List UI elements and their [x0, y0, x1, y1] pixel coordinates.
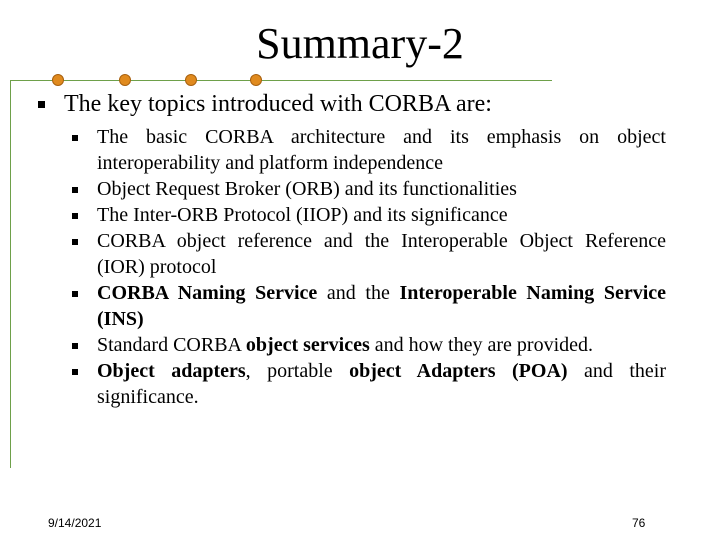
main-bullet-text: The key topics introduced with CORBA are: — [64, 91, 492, 117]
sub-bullet-item — [72, 228, 666, 280]
sub-bullet-text — [97, 282, 666, 330]
left-divider — [10, 80, 11, 468]
sub-bullet-item — [72, 332, 666, 358]
sub-bullet-item — [72, 358, 666, 410]
square-bullet-icon — [72, 291, 78, 297]
bold-text: CORBA Naming Service — [97, 282, 318, 304]
text-run: The Inter-ORB Protocol (IIOP) and its significance — [97, 204, 508, 226]
text-run: and the — [317, 282, 400, 304]
sub-bullet-list — [72, 124, 666, 410]
slide-title: Summary-2 — [256, 19, 464, 68]
square-bullet-icon — [72, 187, 78, 193]
sub-bullet-item — [72, 176, 666, 202]
decor-dot — [185, 74, 197, 86]
sub-bullet-text — [97, 230, 666, 278]
decor-dot — [119, 74, 131, 86]
bold-text: Interoperable Naming Service (INS) — [97, 282, 667, 330]
square-bullet-icon — [38, 101, 45, 108]
text-run: Object Request Broker (ORB) and its functionalities — [97, 178, 517, 200]
sub-bullet-text — [97, 204, 508, 226]
sub-bullet-text — [97, 334, 593, 356]
bold-text: object Adapters (POA) — [349, 360, 568, 382]
sub-bullet-text — [97, 126, 666, 174]
decor-dot — [250, 74, 262, 86]
sub-bullet-item — [72, 124, 666, 176]
text-run: CORBA object reference and the Interoperable Object Reference (IOR) protocol — [97, 230, 666, 278]
sub-bullet-text — [97, 360, 666, 408]
square-bullet-icon — [72, 213, 78, 219]
square-bullet-icon — [72, 135, 78, 141]
text-run: and their significance. — [97, 360, 666, 408]
square-bullet-icon — [72, 369, 78, 375]
footer-date: 9/14/2021 — [48, 516, 102, 530]
text-run: The basic CORBA architecture and its emphasis on object interoperability and platform independence — [97, 126, 666, 174]
sub-bullet-text — [97, 178, 517, 200]
square-bullet-icon — [72, 343, 78, 349]
sub-bullet-item — [72, 202, 666, 228]
title-underline — [10, 80, 552, 81]
text-run: , portable — [245, 360, 350, 382]
square-bullet-icon — [72, 239, 78, 245]
text-run: Standard CORBA — [97, 334, 246, 356]
decor-dot — [52, 74, 64, 86]
bold-text: Object adapters — [97, 360, 246, 382]
sub-bullet-item — [72, 280, 666, 332]
page-number: 76 — [632, 516, 646, 530]
text-run: and how they are provided. — [369, 334, 593, 356]
bold-text: object services — [245, 334, 370, 356]
